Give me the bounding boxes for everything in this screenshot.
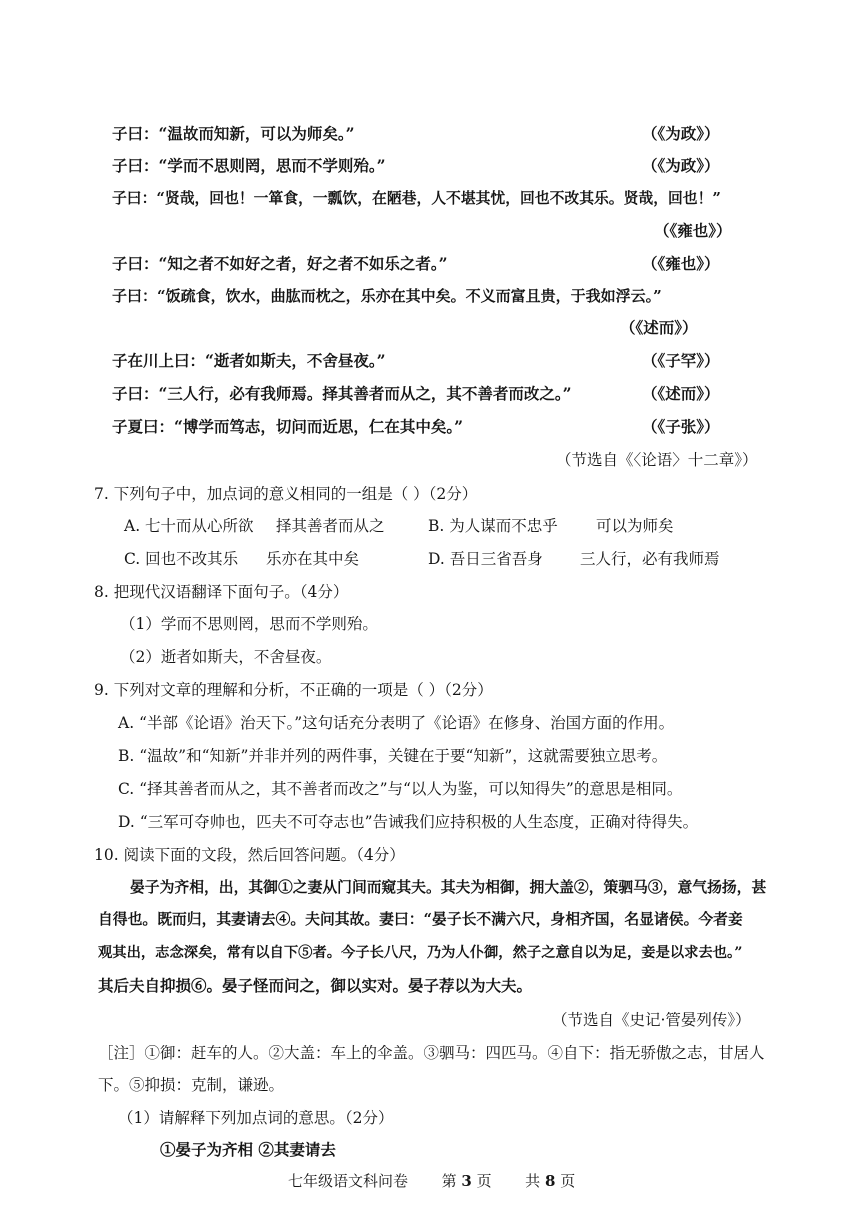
q9-option-b: B. “温故”和“知新”并非并列的两件事，关键在于要“知新”，这就需要独立思考。: [118, 747, 668, 765]
q7-option-c-part2: 乐亦在其中矣: [266, 550, 360, 568]
lunyu-line-6: 子在川上曰：“逝者如斯夫，不舍昼夜。”: [112, 351, 386, 370]
q8-sentence-2: （2）逝者如斯夫，不舍昼夜。: [120, 648, 332, 666]
q10-stem: 10. 阅读下面的文段，然后回答问题。（4分）: [94, 846, 405, 864]
q7-option-d-part2: 三人行，必有我师焉: [580, 550, 720, 568]
q9-option-a: A. “半部《论语》治天下。”这句话充分表明了《论语》在修身、治国方面的作用。: [118, 714, 675, 732]
lunyu-source-6: （《子罕》）: [642, 351, 720, 370]
q9-option-d: D. “三军可夺帅也，匹夫不可夺志也”告诫我们应持积极的人生态度，正确对待得失。: [118, 813, 699, 831]
q7-option-c-part1: C. 回也不改其乐: [124, 550, 239, 568]
q10-note-line-1: ［注］①御：赶车的人。②大盖：车上的伞盖。③驷马：四匹马。④自下：指无骄傲之志，甘居人: [98, 1044, 765, 1062]
footer-total-prefix: 共: [525, 1172, 541, 1190]
lunyu-line-8: 子夏曰：“博学而笃志，切问而近思，仁在其中矣。”: [112, 417, 464, 436]
lunyu-source-2: （《为政》）: [642, 156, 720, 175]
q10-subquestion-1-items: ①晏子为齐相 ②其妻请去: [160, 1140, 336, 1159]
lunyu-source-5: （《述而》）: [620, 318, 698, 337]
lunyu-line-2: 子曰：“学而不思则罔，思而不学则殆。”: [112, 156, 386, 175]
footer-page-suffix: 页: [476, 1172, 492, 1190]
footer-label: 七年级语文科问卷: [288, 1172, 409, 1190]
q10-passage-line-1: 晏子为齐相，出，其御①之妻从门间而窥其夫。其夫为相御，拥大盖②，策驷马③，意气扬扬，甚: [130, 879, 767, 896]
q9-stem: 9. 下列对文章的理解和分析，不正确的一项是（ ）（2分）: [94, 681, 493, 699]
q10-passage-line-2: 自得也。既而归，其妻请去④。夫问其故。妻曰：“晏子长不满六尺，身相齐国，名显诸侯。今者妾: [98, 911, 743, 928]
q10-passage-line-4: 其后夫自抑损⑥。晏子怪而问之，御以实对。晏子荐以为大夫。: [98, 976, 533, 995]
q10-note-line-2: 下。⑤抑损：克制，谦逊。: [98, 1076, 285, 1094]
footer-page-number: 3: [461, 1172, 472, 1190]
q10-passage-source: （节选自《史记·管晏列传》）: [552, 1011, 751, 1029]
lunyu-line-1: 子曰：“温故而知新，可以为师矣。”: [112, 124, 355, 143]
q10-subquestion-1: （1）请解释下列加点词的意思。（2分）: [118, 1109, 394, 1127]
lunyu-source-7: （《述而》）: [642, 384, 720, 403]
q8-sentence-1: （1）学而不思则罔，思而不学则殆。: [120, 615, 378, 633]
lunyu-source-4: （《雍也》）: [642, 254, 720, 273]
q7-option-a-part1: A. 七十而从心所欲: [124, 517, 254, 535]
lunyu-excerpt-source: （节选自《〈论语〉十二章》）: [556, 451, 758, 469]
footer-total-suffix: 页: [560, 1172, 576, 1190]
q7-option-d-part1: D. 吾日三省吾身: [428, 550, 543, 568]
lunyu-line-4: 子曰：“知之者不如好之者，好之者不如乐之者。”: [112, 254, 448, 273]
lunyu-source-8: （《子张》）: [642, 417, 720, 436]
lunyu-line-5: 子曰：“饭疏食，饮水，曲肱而枕之，乐亦在其中矣。不义而富且贵，于我如浮云。”: [112, 287, 662, 305]
q7-stem: 7. 下列句子中，加点词的意义相同的一组是（ ）（2分）: [94, 485, 478, 503]
lunyu-line-7: 子曰：“三人行，必有我师焉。择其善者而从之，其不善者而改之。”: [112, 384, 572, 403]
q7-option-b-part1: B. 为人谋而不忠乎: [428, 517, 558, 535]
q10-passage-line-3: 观其出，志念深矣，常有以自下⑤者。今子长八尺，乃为人仆御，然子之意自以为足，妾是以求去也。”: [98, 945, 743, 961]
lunyu-source-1: （《为政》）: [642, 124, 720, 143]
q7-option-b-part2: 可以为师矣: [596, 517, 674, 535]
page-footer: [288, 1170, 575, 1191]
footer-total-number: 8: [544, 1172, 556, 1190]
q7-option-a-part2: 择其善者而从之: [276, 517, 385, 535]
lunyu-source-3: （《雍也》）: [654, 221, 732, 240]
footer-page-prefix: 第: [441, 1172, 457, 1190]
lunyu-line-3: 子曰：“贤哉，回也！一箪食，一瓢饮，在陋巷，人不堪其忧，回也不改其乐。贤哉，回也！”: [112, 190, 721, 207]
q8-stem: 8. 把现代汉语翻译下面句子。（4分）: [94, 583, 349, 601]
q9-option-c: C. “择其善者而从之，其不善者而改之”与“以人为鉴，可以知得失”的意思是相同。: [118, 780, 683, 798]
